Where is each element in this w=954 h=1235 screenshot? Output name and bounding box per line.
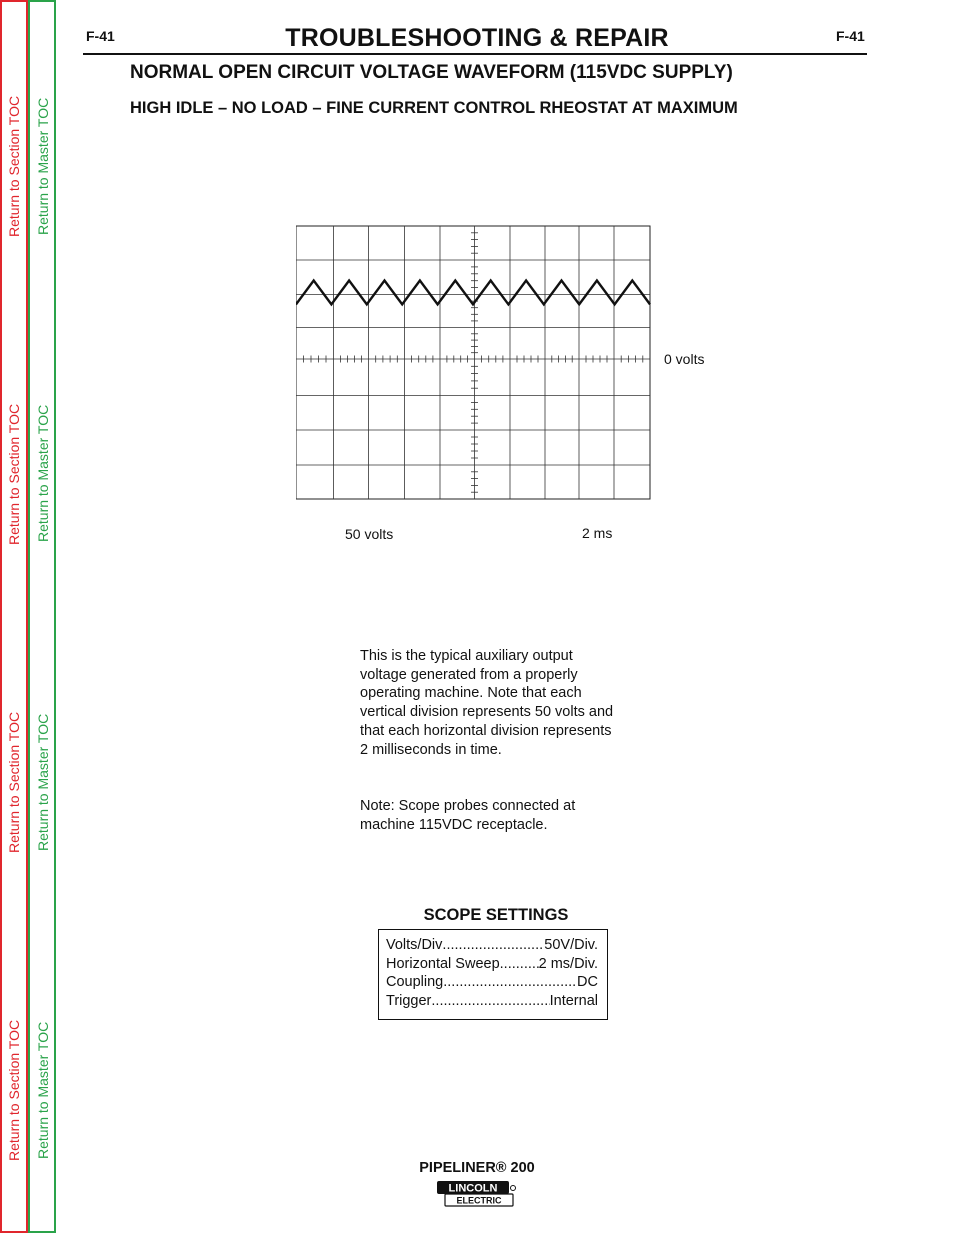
graticule-center-ticks: [304, 233, 643, 492]
return-to-master-toc-link[interactable]: Return to Master TOC: [35, 97, 51, 235]
return-to-master-toc-link[interactable]: Return to Master TOC: [35, 1021, 51, 1159]
setting-key: Trigger: [386, 992, 432, 1009]
product-name: PIPELINER® 200: [419, 1160, 535, 1176]
setting-value: 2 ms/Div.: [538, 955, 598, 972]
return-to-section-toc-link[interactable]: Return to Section TOC: [6, 1019, 22, 1161]
volts-per-division-label: 50 volts: [345, 526, 394, 542]
setting-row-coupling: [386, 973, 598, 992]
page-number-right: F-41: [836, 28, 865, 44]
page-title: TROUBLESHOOTING & REPAIR: [285, 24, 669, 52]
setting-value: 50V/Div.: [544, 937, 598, 953]
setting-row-trigger: [386, 992, 598, 1011]
return-to-section-toc-link[interactable]: Return to Section TOC: [6, 403, 22, 545]
leader-dots: [431, 992, 549, 1011]
setting-key: Coupling: [386, 974, 444, 991]
scope-probe-note: Note: Scope probes connected at machine 115VDC receptacle.: [360, 798, 576, 833]
time-per-division-label: 2 ms: [582, 525, 613, 541]
section-heading: NORMAL OPEN CIRCUIT VOLTAGE WAVEFORM (115VDC SUPPLY): [130, 62, 733, 83]
leader-dots: [443, 973, 577, 992]
page-number-left: F-41: [86, 28, 115, 44]
logo-top-text: LINCOLN: [448, 1182, 498, 1195]
description-paragraph: This is the typical auxiliary output voltage generated from a properly operating machine. Note that each vertical division represents 50 volts and that each horizontal division represents 2 milliseconds in time.: [360, 648, 614, 758]
header-rule: [83, 53, 867, 55]
section-subheading: HIGH IDLE – NO LOAD – FINE CURRENT CONTROL RHEOSTAT AT MAXIMUM: [130, 99, 738, 117]
setting-key: Volts/Div: [386, 937, 443, 953]
leader-dots: [442, 936, 544, 955]
setting-key: Horizontal Sweep: [386, 955, 500, 972]
return-to-master-toc-link[interactable]: Return to Master TOC: [35, 404, 51, 542]
scope-settings-box: [378, 929, 608, 1020]
setting-row-volts-div: [386, 936, 598, 955]
setting-row-horizontal-sweep: [386, 955, 598, 974]
leader-dots: [500, 955, 539, 974]
scope-settings-title: SCOPE SETTINGS: [423, 906, 569, 924]
return-to-master-toc-link[interactable]: Return to Master TOC: [35, 713, 51, 851]
return-to-section-toc-link[interactable]: Return to Section TOC: [6, 711, 22, 853]
return-to-section-toc-link[interactable]: Return to Section TOC: [6, 95, 22, 237]
setting-value: DC: [577, 974, 598, 991]
oscilloscope-graticule: [296, 225, 652, 501]
setting-value: Internal: [549, 992, 598, 1009]
logo-bottom-text: ELECTRIC: [456, 1195, 502, 1206]
zero-volts-label: 0 volts: [664, 351, 705, 367]
lincoln-electric-logo: [433, 1180, 517, 1208]
